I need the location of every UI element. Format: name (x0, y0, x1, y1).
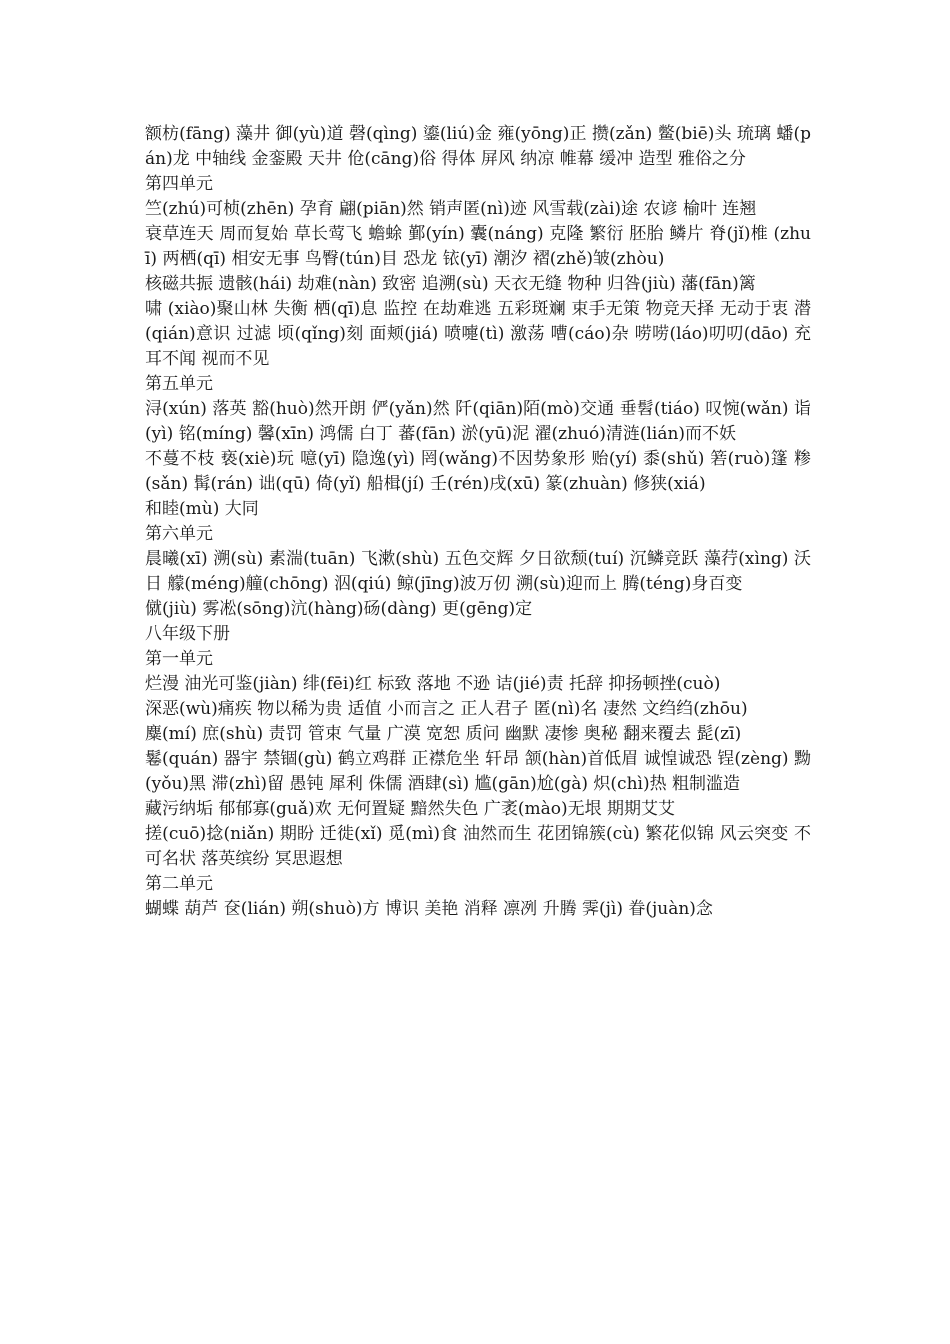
vocabulary-paragraph: 浔(xún) 落英 豁(huò)然开朗 俨(yǎn)然 阡(qiān)陌(mò)交通 垂髫(tiáo) 叹惋(wǎn) 诣(yì) 铭(míng) 馨(xīn) 鸿儒 白丁 蕃(fān) 淤(yū)泥 濯(zhuó)清涟(lián)而不妖 (145, 399, 811, 444)
section-heading: 第五单元 (145, 374, 213, 394)
vocabulary-paragraph: 竺(zhú)可桢(zhēn) 孕育 翩(piān)然 销声匿(nì)迹 风雪载(zài)途 农谚 榆叶 连翘 (145, 199, 757, 219)
section-heading: 第二单元 (145, 874, 213, 894)
vocabulary-paragraph: 僦(jiù) 雾凇(sōng)沆(hàng)砀(dàng) 更(gēng)定 (145, 599, 533, 619)
vocabulary-paragraph: 和睦(mù) 大同 (145, 499, 259, 519)
section-heading: 第一单元 (145, 649, 213, 669)
vocabulary-paragraph: 深恶(wù)痛疾 物以稀为贵 适值 小而言之 正人君子 匿(nì)名 凄然 文绉绉(zhōu) (145, 699, 748, 719)
section-heading: 第四单元 (145, 174, 213, 194)
vocabulary-paragraph: 额枋(fāng) 藻井 御(yù)道 磬(qìng) 鎏(liú)金 雍(yōng)正 攒(zǎn) 鳖(biē)头 琉璃 蟠(pán)龙 中轴线 金銮殿 天井 伧(cāng)俗 得体 屏风 纳凉 帷幕 缓冲 造型 雅俗之分 (145, 124, 811, 169)
vocabulary-paragraph: 核磁共振 遗骸(hái) 劫难(nàn) 致密 追溯(sù) 天衣无缝 物种 归咎(jiù) 藩(fān)篱 (145, 274, 756, 294)
section-heading: 八年级下册 (145, 624, 230, 644)
vocabulary-paragraph: 搓(cuō)捻(niǎn) 期盼 迁徙(xǐ) 觅(mì)食 油然而生 花团锦簇(cù) 繁花似锦 风云突变 不可名状 落英缤纷 冥思遐想 (145, 824, 811, 869)
vocabulary-paragraph: 烂漫 油光可鉴(jiàn) 绯(fēi)红 标致 落地 不逊 诘(jié)责 托辞 抑扬顿挫(cuò) (145, 674, 721, 694)
vocabulary-paragraph: 蝴蝶 葫芦 奁(lián) 朔(shuò)方 博识 美艳 消释 凛冽 升腾 霁(jì) 眷(juàn)念 (145, 899, 713, 919)
vocabulary-paragraph: 藏污纳垢 郁郁寡(guǎ)欢 无何置疑 黯然失色 广袤(mào)无垠 期期艾艾 (145, 799, 676, 819)
document-body (145, 122, 811, 922)
vocabulary-paragraph: 啸 (xiào)聚山林 失衡 栖(qī)息 监控 在劫难逃 五彩斑斓 束手无策 物竞天择 无动于衷 潜(qián)意识 过滤 顷(qǐng)刻 面颊(jiá) 喷嚏(tì) 激荡 嘈(cáo)杂 唠唠(láo)叨叨(dāo) 充耳不闻 视而不见 (145, 299, 811, 369)
section-heading: 第六单元 (145, 524, 213, 544)
vocabulary-paragraph: 鬈(quán) 器宇 禁锢(gù) 鹤立鸡群 正襟危坐 轩昂 颔(hàn)首低眉 诚惶诚恐 锃(zèng) 黝(yǒu)黑 滞(zhì)留 愚钝 犀利 侏儒 酒肆(sì) 尴(gān)尬(gà) 炽(chì)热 粗制滥造 (145, 749, 811, 794)
vocabulary-paragraph: 麋(mí) 庶(shù) 责罚 管束 气量 广漠 宽恕 质问 幽默 凄惨 奥秘 翻来覆去 髭(zī) (145, 724, 742, 744)
vocabulary-paragraph: 晨曦(xī) 溯(sù) 素湍(tuān) 飞漱(shù) 五色交辉 夕日欲颓(tuí) 沉鳞竞跃 藻荇(xìng) 沃日 艨(méng)艟(chōng) 泅(qiú) 鲸(jīng)波万仞 溯(sù)迎而上 腾(téng)身百变 (145, 549, 811, 594)
vocabulary-paragraph: 不蔓不枝 亵(xiè)玩 噫(yī) 隐逸(yì) 罔(wǎng)不因势象形 贻(yí) 黍(shǔ) 箬(ruò)篷 糁(sǎn) 髯(rán) 诎(qū) 倚(yǐ) 船楫(jí) 壬(rén)戌(xū) 篆(zhuàn) 修狭(xiá) (145, 449, 811, 494)
vocabulary-paragraph: 衰草连天 周而复始 草长莺飞 蟾蜍 鄞(yín) 囊(náng) 克隆 繁衍 胚胎 鳞片 脊(jǐ)椎 (zhuī) 两栖(qī) 相安无事 鸟臀(tún)目 恐龙 铱(yī) 潮汐 褶(zhě)皱(zhòu) (145, 224, 811, 269)
